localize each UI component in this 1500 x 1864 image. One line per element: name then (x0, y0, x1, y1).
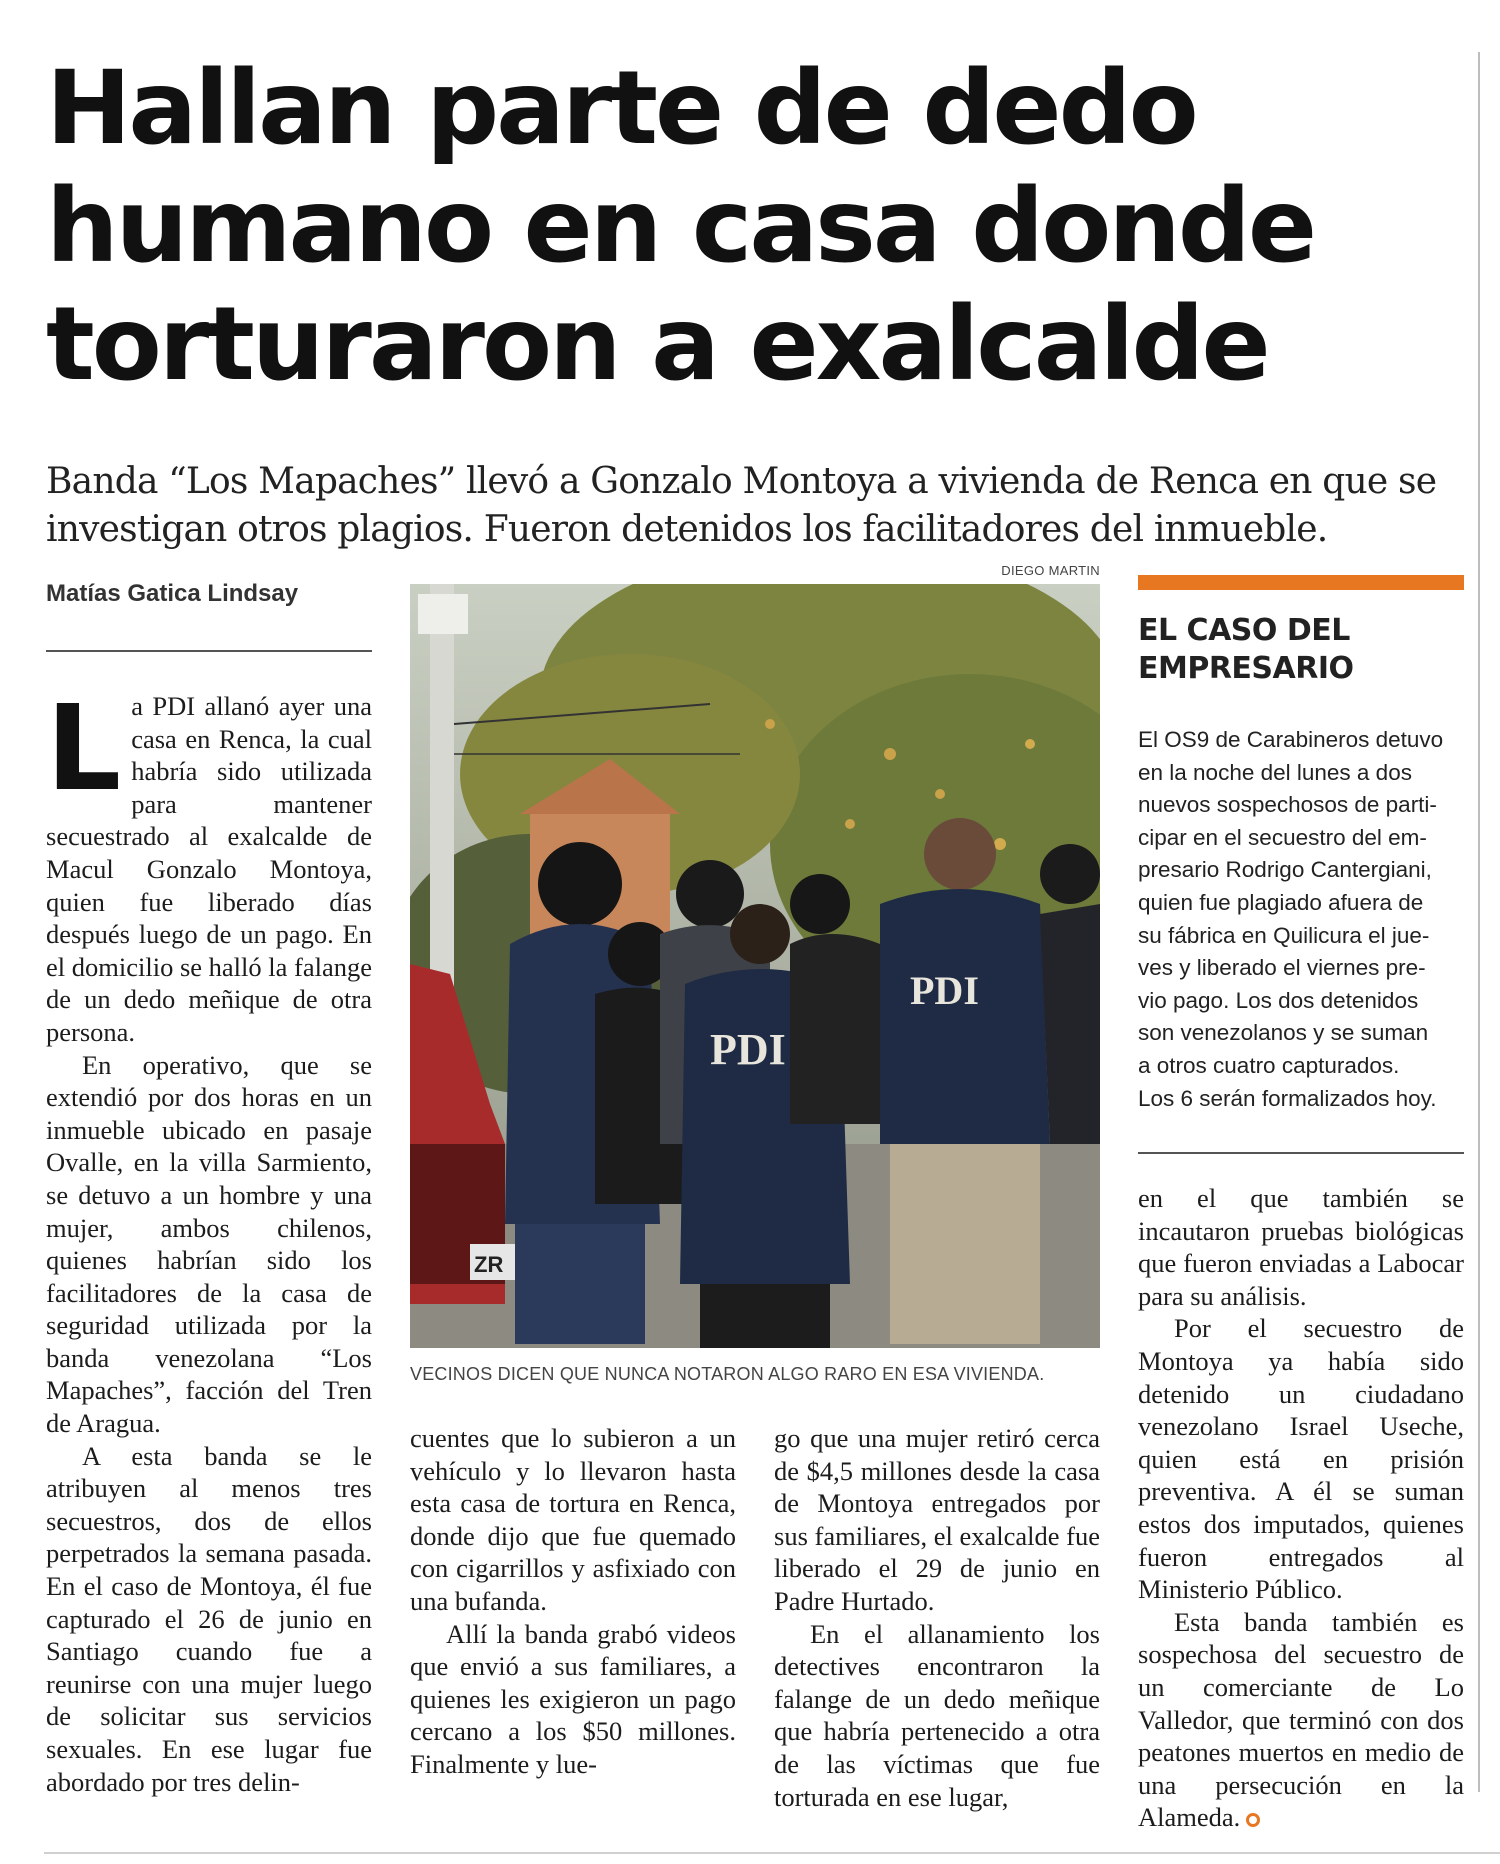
sidebar-line: presario Rodrigo Cantergiani, (1138, 857, 1432, 883)
sidebar-line: a otros cuatro capturados. (1138, 1052, 1400, 1078)
headline (46, 50, 1446, 404)
sidebar-body (1138, 724, 1458, 1115)
article-paragraph: La PDI allanó ayer una casa en Renca, la cual habría sido utilizada para mantener secuestrado al exalcalde de Macul Gonzalo Montoya, quien fue liberado días después luego de un pago. En el domicilio se halló la falange de un dedo meñique de otra persona. (46, 679, 372, 1047)
page-bottom-rule (44, 1852, 1500, 1854)
byline: Matías Gatica Lindsay (46, 580, 299, 607)
article-paragraph: en el que también se incautaron pruebas biológicas que fueron enviadas a Labocar para su análisis. (1138, 1183, 1464, 1311)
sidebar-line: en la noche del lunes a dos (1138, 759, 1412, 785)
sidebar-line: su fábrica en Quilicura el jue- (1138, 922, 1430, 948)
plate-text: ZR (474, 1252, 504, 1277)
photo-credit: DIEGO MARTIN (1001, 563, 1100, 578)
article-paragraph: Esta banda también es sospechosa del secuestro de un comerciante de Lo Valledor, que terminó con dos peatones muertos en medio de una persecución en la Alameda. (1138, 1606, 1464, 1833)
article-photo (410, 584, 1100, 1348)
article-column-2 (410, 1422, 736, 1781)
pdi-vest-text: PDI (910, 968, 979, 1013)
sidebar-line: Los 6 serán formalizados hoy. (1138, 1085, 1437, 1111)
sidebar-accent-bar (1138, 575, 1464, 590)
deck-line: Banda “Los Mapaches” llevó a Gonzalo Montoya a vivienda de Renca en que se (46, 461, 1437, 502)
article-paragraph: En el allanamiento los detectives encontraron la falange de un dedo meñique que habría pertenecido a otra de las víctimas que fue torturada en ese lugar, (774, 1618, 1100, 1812)
article-paragraph: Por el secuestro de Montoya ya había sido detenido un ciudadano venezolano Israel Useche, quien está en prisión preventiva. A él se suman estos dos imputados, quienes fueron entregados al Ministerio Público. (1138, 1313, 1464, 1605)
article-column-4 (1138, 1182, 1464, 1834)
headline-line: Hallan parte de dedo (46, 49, 1196, 168)
photo-illustration (410, 584, 1100, 1348)
headline-line: torturaron a exalcalde (46, 285, 1268, 404)
article-paragraph: A esta banda se le atribuyen al menos tres secuestros, dos de ellos perpetrados la semana pasada. En el caso de Montoya, él fue capturado el 26 de junio en Santiago cuando fue a reunirse con una mujer luego de solicitar sus servicios sexuales. En ese lugar fue abordado por tres delin- (46, 1440, 372, 1797)
deck-subheadline (46, 458, 1466, 554)
article-column-1 (46, 679, 372, 1798)
sidebar-title-line: EMPRESARIO (1138, 651, 1354, 686)
end-of-article-icon (1246, 1813, 1260, 1827)
photo-caption: VECINOS DICEN QUE NUNCA NOTARON ALGO RARO EN ESA VIVIENDA. (410, 1364, 1045, 1384)
article-paragraph: go que una mujer retiró cerca de $4,5 millones desde la casa de Montoya entregados por sus familiares, el exalcalde fue liberado el 29 de junio en Padre Hurtado. (774, 1423, 1100, 1616)
officers (505, 818, 1100, 1348)
sidebar-line: El OS9 de Carabineros detuvo (1138, 727, 1444, 752)
sidebar-line: vio pago. Los dos detenidos (1138, 987, 1419, 1013)
drop-cap: L (46, 679, 122, 817)
article-column-3 (774, 1422, 1100, 1813)
sidebar-line: cipar en el secuestro del em- (1138, 824, 1427, 850)
column-divider (1478, 52, 1480, 1792)
byline-rule (46, 650, 372, 652)
sidebar-rule (1138, 1152, 1464, 1154)
pdi-vest-text: PDI (710, 1025, 786, 1074)
sidebar-line: nuevos sospechosos de parti- (1138, 792, 1437, 818)
article-paragraph: cuentes que lo subieron a un vehículo y lo llevaron hasta esta casa de tortura en Renca, donde dijo que fue quemado con cigarrillos y asfixiado con una bufanda. (410, 1423, 736, 1616)
sidebar-line: ves y liberado el viernes pre- (1138, 955, 1426, 981)
sidebar-title (1138, 612, 1354, 688)
deck-line: investigan otros plagios. Fueron detenidos los facilitadores del inmueble. (46, 509, 1328, 550)
sidebar-line: quien fue plagiado afuera de (1138, 889, 1424, 915)
article-paragraph: Allí la banda grabó videos que envió a sus familiares, a quienes les exigieron un pago cercano a los $50 millones. Finalmente y lue- (410, 1618, 736, 1779)
article-paragraph: En operativo, que se extendió por dos horas en un inmueble ubicado en pasaje Ovalle, en la villa Sarmiento, se detuvo a un hombre y una mujer, ambos chilenos, quienes habrían sido los facilitadores de la casa de seguridad utilizada por la banda venezolana “Los Mapaches”, facción del Tren de Aragua. (46, 1049, 372, 1439)
sidebar-line: son venezolanos y se suman (1138, 1020, 1429, 1046)
headline-line: humano en casa donde (46, 167, 1315, 286)
sidebar-title-line: EL CASO DEL (1138, 613, 1350, 648)
